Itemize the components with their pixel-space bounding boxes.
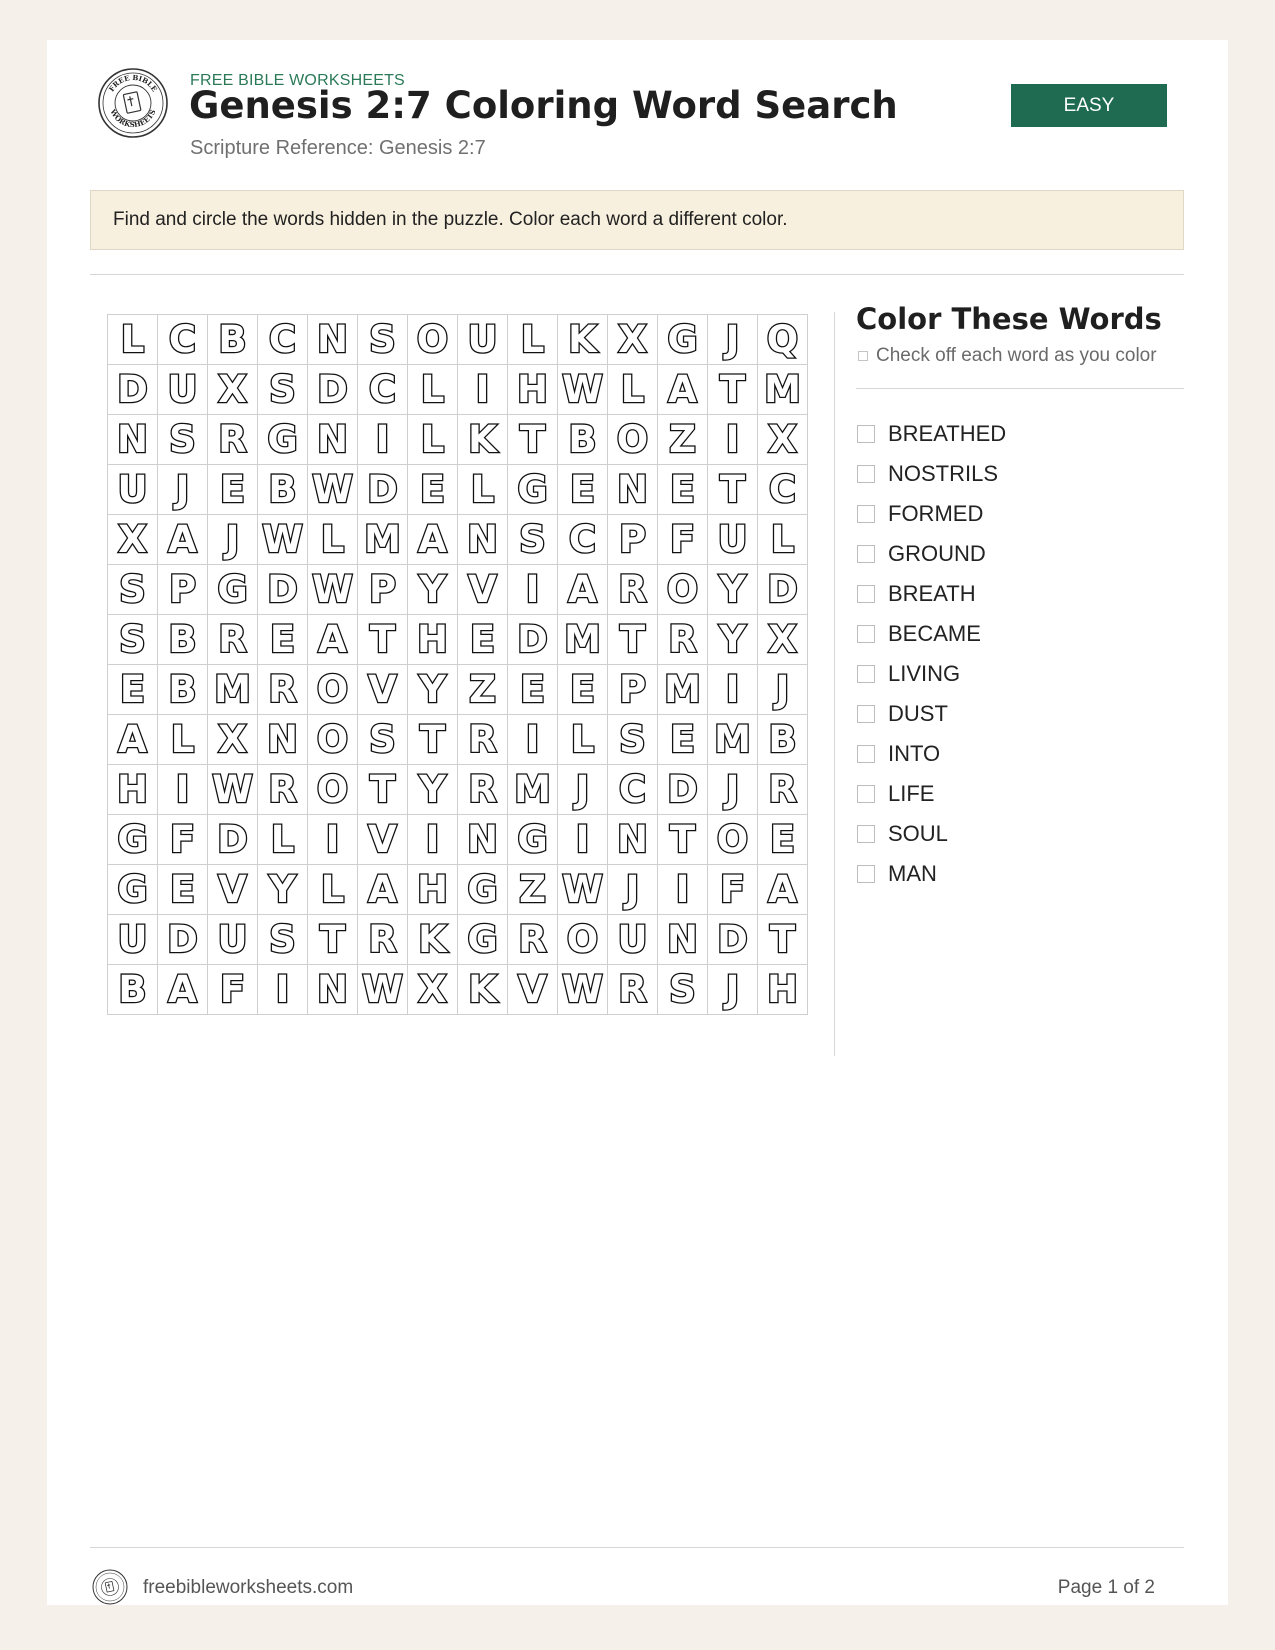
grid-cell[interactable]: L [758,515,808,565]
grid-cell[interactable]: D [708,915,758,965]
grid-cell[interactable]: X [758,415,808,465]
grid-cell[interactable]: J [708,965,758,1015]
grid-cell[interactable]: U [208,915,258,965]
footer-divider [90,1547,1184,1548]
grid-cell[interactable]: C [158,315,208,365]
grid-cell[interactable]: X [208,365,258,415]
grid-cell[interactable]: G [658,315,708,365]
grid-cell[interactable]: R [358,915,408,965]
word-label: BREATHED [888,421,1007,446]
grid-cell[interactable]: V [508,965,558,1015]
bible-seal-logo-icon [97,67,169,139]
grid-cell[interactable]: R [608,565,658,615]
grid-cell[interactable]: E [558,465,608,515]
grid-cell[interactable]: N [258,715,308,765]
grid-cell[interactable]: O [558,915,608,965]
grid-cell[interactable]: R [458,765,508,815]
grid-cell[interactable]: L [608,365,658,415]
grid-cell[interactable]: Z [658,415,708,465]
grid-cell[interactable]: Z [458,665,508,715]
grid-cell[interactable]: R [208,615,258,665]
word-list [857,414,1006,894]
word-list-item[interactable] [857,734,1006,774]
grid-cell[interactable]: A [108,715,158,765]
word-label: MAN [888,861,937,886]
word-list-item[interactable] [857,854,1006,894]
word-label: NOSTRILS [888,461,999,486]
grid-cell[interactable]: B [108,965,158,1015]
grid-cell[interactable]: T [758,915,808,965]
grid-cell[interactable]: X [208,715,258,765]
grid-cell[interactable]: T [308,915,358,965]
grid-cell[interactable]: E [408,465,458,515]
grid-cell[interactable]: V [358,815,408,865]
grid-cell[interactable]: W [558,965,608,1015]
grid-cell[interactable]: S [658,965,708,1015]
grid-cell[interactable]: R [458,715,508,765]
grid-cell[interactable]: I [508,715,558,765]
grid-cell[interactable]: I [708,415,758,465]
grid-cell[interactable]: W [308,465,358,515]
grid-cell[interactable]: N [608,815,658,865]
grid-cell[interactable]: A [308,615,358,665]
grid-cell[interactable]: M [358,515,408,565]
grid-cell[interactable]: I [658,865,708,915]
word-list-title: Color These Words [856,302,1162,336]
grid-cell[interactable]: C [558,515,608,565]
grid-cell[interactable]: E [508,665,558,715]
grid-cell[interactable]: Z [508,865,558,915]
grid-cell[interactable]: E [158,865,208,915]
grid-cell[interactable]: T [358,615,408,665]
grid-cell[interactable]: G [108,815,158,865]
grid-cell[interactable]: T [508,415,558,465]
grid-cell[interactable]: X [408,965,458,1015]
grid-cell[interactable]: D [108,365,158,415]
grid-cell[interactable]: P [358,565,408,615]
grid-cell[interactable]: M [558,615,608,665]
word-list-subtitle-text: Check off each word as you color [876,345,1157,366]
word-list-item[interactable] [857,814,1006,854]
grid-cell[interactable]: V [358,665,408,715]
grid-cell[interactable]: E [108,665,158,715]
grid-cell[interactable]: N [108,415,158,465]
grid-cell[interactable]: D [658,765,708,815]
grid-cell[interactable]: X [608,315,658,365]
grid-cell[interactable]: S [108,565,158,615]
grid-cell[interactable]: J [558,765,608,815]
grid-cell[interactable]: Y [708,565,758,615]
grid-cell[interactable]: U [458,315,508,365]
grid-cell[interactable]: W [208,765,258,815]
word-label: FORMED [888,501,984,526]
grid-cell[interactable]: S [108,615,158,665]
grid-cell[interactable]: N [658,915,708,965]
checkbox-icon[interactable] [857,825,875,843]
worksheet-page [47,40,1228,1605]
grid-cell[interactable]: G [458,865,508,915]
grid-cell[interactable]: T [408,715,458,765]
word-search-grid [107,314,808,1015]
grid-cell[interactable]: B [158,615,208,665]
grid-cell[interactable]: X [758,615,808,665]
word-list-item[interactable] [857,414,1006,454]
word-list-divider [856,388,1184,389]
word-list-item[interactable] [857,654,1006,694]
grid-cell[interactable]: I [508,565,558,615]
grid-cell[interactable]: M [758,365,808,415]
checkbox-icon[interactable] [857,705,875,723]
grid-cell[interactable]: D [308,365,358,415]
grid-cell[interactable]: I [708,665,758,715]
grid-cell[interactable]: K [558,315,608,365]
grid-cell[interactable]: H [758,965,808,1015]
grid-cell[interactable]: O [408,315,458,365]
grid-cell[interactable]: G [508,465,558,515]
checkbox-icon [858,351,868,361]
grid-cell[interactable]: J [608,865,658,915]
grid-cell[interactable]: C [758,465,808,515]
grid-cell[interactable]: D [758,565,808,615]
grid-cell[interactable]: A [408,515,458,565]
grid-cell[interactable]: G [258,415,308,465]
checkbox-icon[interactable] [857,665,875,683]
word-label: BECAME [888,621,981,646]
grid-cell[interactable]: E [258,615,308,665]
grid-cell[interactable]: D [158,915,208,965]
checkbox-icon[interactable] [857,625,875,643]
grid-cell[interactable]: U [708,515,758,565]
page-number: Page 1 of 2 [1057,1577,1155,1598]
grid-cell[interactable]: R [658,615,708,665]
grid-cell[interactable]: N [308,415,358,465]
grid-cell[interactable]: L [258,815,308,865]
grid-cell[interactable]: X [108,515,158,565]
grid-cell[interactable]: F [158,815,208,865]
grid-cell[interactable]: E [758,815,808,865]
grid-cell[interactable]: M [508,765,558,815]
grid-cell[interactable]: G [508,815,558,865]
grid-cell[interactable]: U [158,365,208,415]
grid-cell[interactable]: I [458,365,508,415]
grid-cell[interactable]: D [508,615,558,665]
grid-cell[interactable]: W [358,965,408,1015]
grid-cell[interactable]: I [408,815,458,865]
grid-cell[interactable]: I [558,815,608,865]
header-divider [90,274,1184,275]
word-label: LIFE [888,781,935,806]
grid-cell[interactable]: W [258,515,308,565]
grid-cell[interactable]: A [358,865,408,915]
grid-cell[interactable]: U [108,465,158,515]
grid-cell[interactable]: P [158,565,208,615]
checkbox-icon[interactable] [857,585,875,603]
grid-cell[interactable]: M [708,715,758,765]
grid-cell[interactable]: W [558,865,608,915]
checkbox-icon[interactable] [857,505,875,523]
grid-cell[interactable]: Y [408,565,458,615]
grid-cell[interactable]: A [558,565,608,615]
grid-cell[interactable]: L [308,515,358,565]
grid-cell[interactable]: R [208,415,258,465]
grid-cell[interactable]: R [608,965,658,1015]
word-list-item[interactable] [857,574,1006,614]
word-label: SOUL [888,821,948,846]
grid-cell[interactable]: A [158,965,208,1015]
grid-cell[interactable]: L [558,715,608,765]
grid-cell[interactable]: Q [758,315,808,365]
grid-cell[interactable]: E [558,665,608,715]
grid-cell[interactable]: B [158,665,208,715]
grid-cell[interactable]: B [208,315,258,365]
page-title: Genesis 2:7 Coloring Word Search [189,84,898,127]
grid-cell[interactable]: A [758,865,808,915]
grid-cell[interactable]: R [258,765,308,815]
grid-cell[interactable]: J [708,765,758,815]
grid-cell[interactable]: L [408,365,458,415]
grid-cell[interactable]: B [558,415,608,465]
difficulty-badge[interactable]: EASY [1011,84,1167,127]
grid-cell[interactable]: D [358,465,408,515]
word-label: DUST [888,701,948,726]
grid-cell[interactable]: V [458,565,508,615]
grid-cell[interactable]: O [308,665,358,715]
grid-cell[interactable]: O [658,565,708,615]
grid-cell[interactable]: I [358,415,408,465]
grid-cell[interactable]: J [708,315,758,365]
grid-cell[interactable]: T [358,765,408,815]
grid-cell[interactable]: P [608,665,658,715]
word-list-item[interactable] [857,454,1006,494]
grid-cell[interactable]: R [758,765,808,815]
bible-seal-logo-icon [92,1569,128,1605]
grid-cell[interactable]: I [258,965,308,1015]
grid-cell[interactable]: S [258,365,308,415]
checkbox-icon[interactable] [857,545,875,563]
grid-cell[interactable]: T [658,815,708,865]
grid-cell[interactable]: U [108,915,158,965]
grid-cell[interactable]: E [658,465,708,515]
grid-cell[interactable]: H [508,365,558,415]
word-label: LIVING [888,661,961,686]
grid-cell[interactable]: E [458,615,508,665]
grid-cell[interactable]: B [258,465,308,515]
grid-cell[interactable]: F [708,865,758,915]
grid-cell[interactable]: Y [258,865,308,915]
grid-cell[interactable]: F [208,965,258,1015]
grid-cell[interactable]: L [158,715,208,765]
word-list-subtitle [858,345,1157,367]
grid-cell[interactable]: U [608,915,658,965]
grid-cell[interactable]: O [308,715,358,765]
grid-cell[interactable]: O [708,815,758,865]
svg-text:FREE BIBLE: FREE BIBLE [106,72,160,94]
grid-cell[interactable]: F [658,515,708,565]
grid-cell[interactable]: T [708,465,758,515]
column-divider [834,312,835,1056]
grid-cell[interactable]: J [758,665,808,715]
grid-cell[interactable]: Y [708,615,758,665]
checkbox-icon[interactable] [857,465,875,483]
checkbox-icon[interactable] [857,865,875,883]
grid-cell[interactable]: L [458,465,508,515]
grid-cell[interactable]: A [158,515,208,565]
grid-cell[interactable]: G [458,915,508,965]
grid-cell[interactable]: S [358,315,408,365]
grid-cell[interactable]: N [608,465,658,515]
grid-cell[interactable]: B [758,715,808,765]
checkbox-icon[interactable] [857,425,875,443]
grid-cell[interactable]: L [108,315,158,365]
grid-cell[interactable]: I [158,765,208,815]
grid-cell[interactable]: S [608,715,658,765]
grid-cell[interactable]: O [608,415,658,465]
grid-cell[interactable]: M [658,665,708,715]
grid-cell[interactable]: L [508,315,558,365]
grid-cell[interactable]: H [108,765,158,815]
grid-cell[interactable]: S [508,515,558,565]
grid-cell[interactable]: J [158,465,208,515]
grid-cell[interactable]: K [458,965,508,1015]
word-list-item[interactable] [857,774,1006,814]
grid-cell[interactable]: K [408,915,458,965]
instructions-box [90,190,1184,250]
grid-cell[interactable]: D [258,565,308,615]
grid-cell[interactable]: T [708,365,758,415]
grid-cell[interactable]: R [508,915,558,965]
grid-cell[interactable]: C [358,365,408,415]
grid-cell[interactable]: G [108,865,158,915]
checkbox-icon[interactable] [857,745,875,763]
grid-cell[interactable]: C [258,315,308,365]
instructions-text: Find and circle the words hidden in the puzzle. Color each word a different color. [113,209,788,230]
grid-cell[interactable]: S [358,715,408,765]
svg-text:WORKSHEETS: WORKSHEETS [108,107,158,130]
grid-cell[interactable]: K [458,415,508,465]
grid-cell[interactable]: L [408,415,458,465]
grid-cell[interactable]: H [408,615,458,665]
word-label: INTO [888,741,941,766]
grid-cell[interactable]: I [308,815,358,865]
word-label: BREATH [888,581,976,606]
grid-cell[interactable]: R [258,665,308,715]
grid-cell[interactable]: G [208,565,258,615]
grid-cell[interactable]: H [408,865,458,915]
grid-cell[interactable]: Y [408,665,458,715]
grid-cell[interactable]: C [608,765,658,815]
grid-cell[interactable]: V [208,865,258,915]
grid-cell[interactable]: L [308,865,358,915]
grid-cell[interactable]: S [258,915,308,965]
footer-website[interactable]: freebibleworksheets.com [143,1577,354,1598]
grid-cell[interactable]: W [308,565,358,615]
grid-cell[interactable]: T [608,615,658,665]
grid-cell[interactable]: P [608,515,658,565]
brand-name: FREE BIBLE WORKSHEETS [190,72,405,89]
grid-cell[interactable]: N [458,815,508,865]
grid-cell[interactable]: E [658,715,708,765]
grid-cell[interactable]: D [208,815,258,865]
grid-cell[interactable]: N [458,515,508,565]
grid-cell[interactable]: M [208,665,258,715]
grid-cell[interactable]: A [658,365,708,415]
grid-cell[interactable]: E [208,465,258,515]
grid-cell[interactable]: N [308,315,358,365]
grid-cell[interactable]: Y [408,765,458,815]
word-list-item[interactable] [857,534,1006,574]
scripture-reference: Scripture Reference: Genesis 2:7 [190,137,486,159]
grid-cell[interactable]: J [208,515,258,565]
word-list-item[interactable] [857,494,1006,534]
word-list-item[interactable] [857,694,1006,734]
word-list-item[interactable] [857,614,1006,654]
word-label: GROUND [888,541,986,566]
grid-cell[interactable]: O [308,765,358,815]
grid-cell[interactable]: N [308,965,358,1015]
grid-cell[interactable]: S [158,415,208,465]
grid-cell[interactable]: W [558,365,608,415]
checkbox-icon[interactable] [857,785,875,803]
